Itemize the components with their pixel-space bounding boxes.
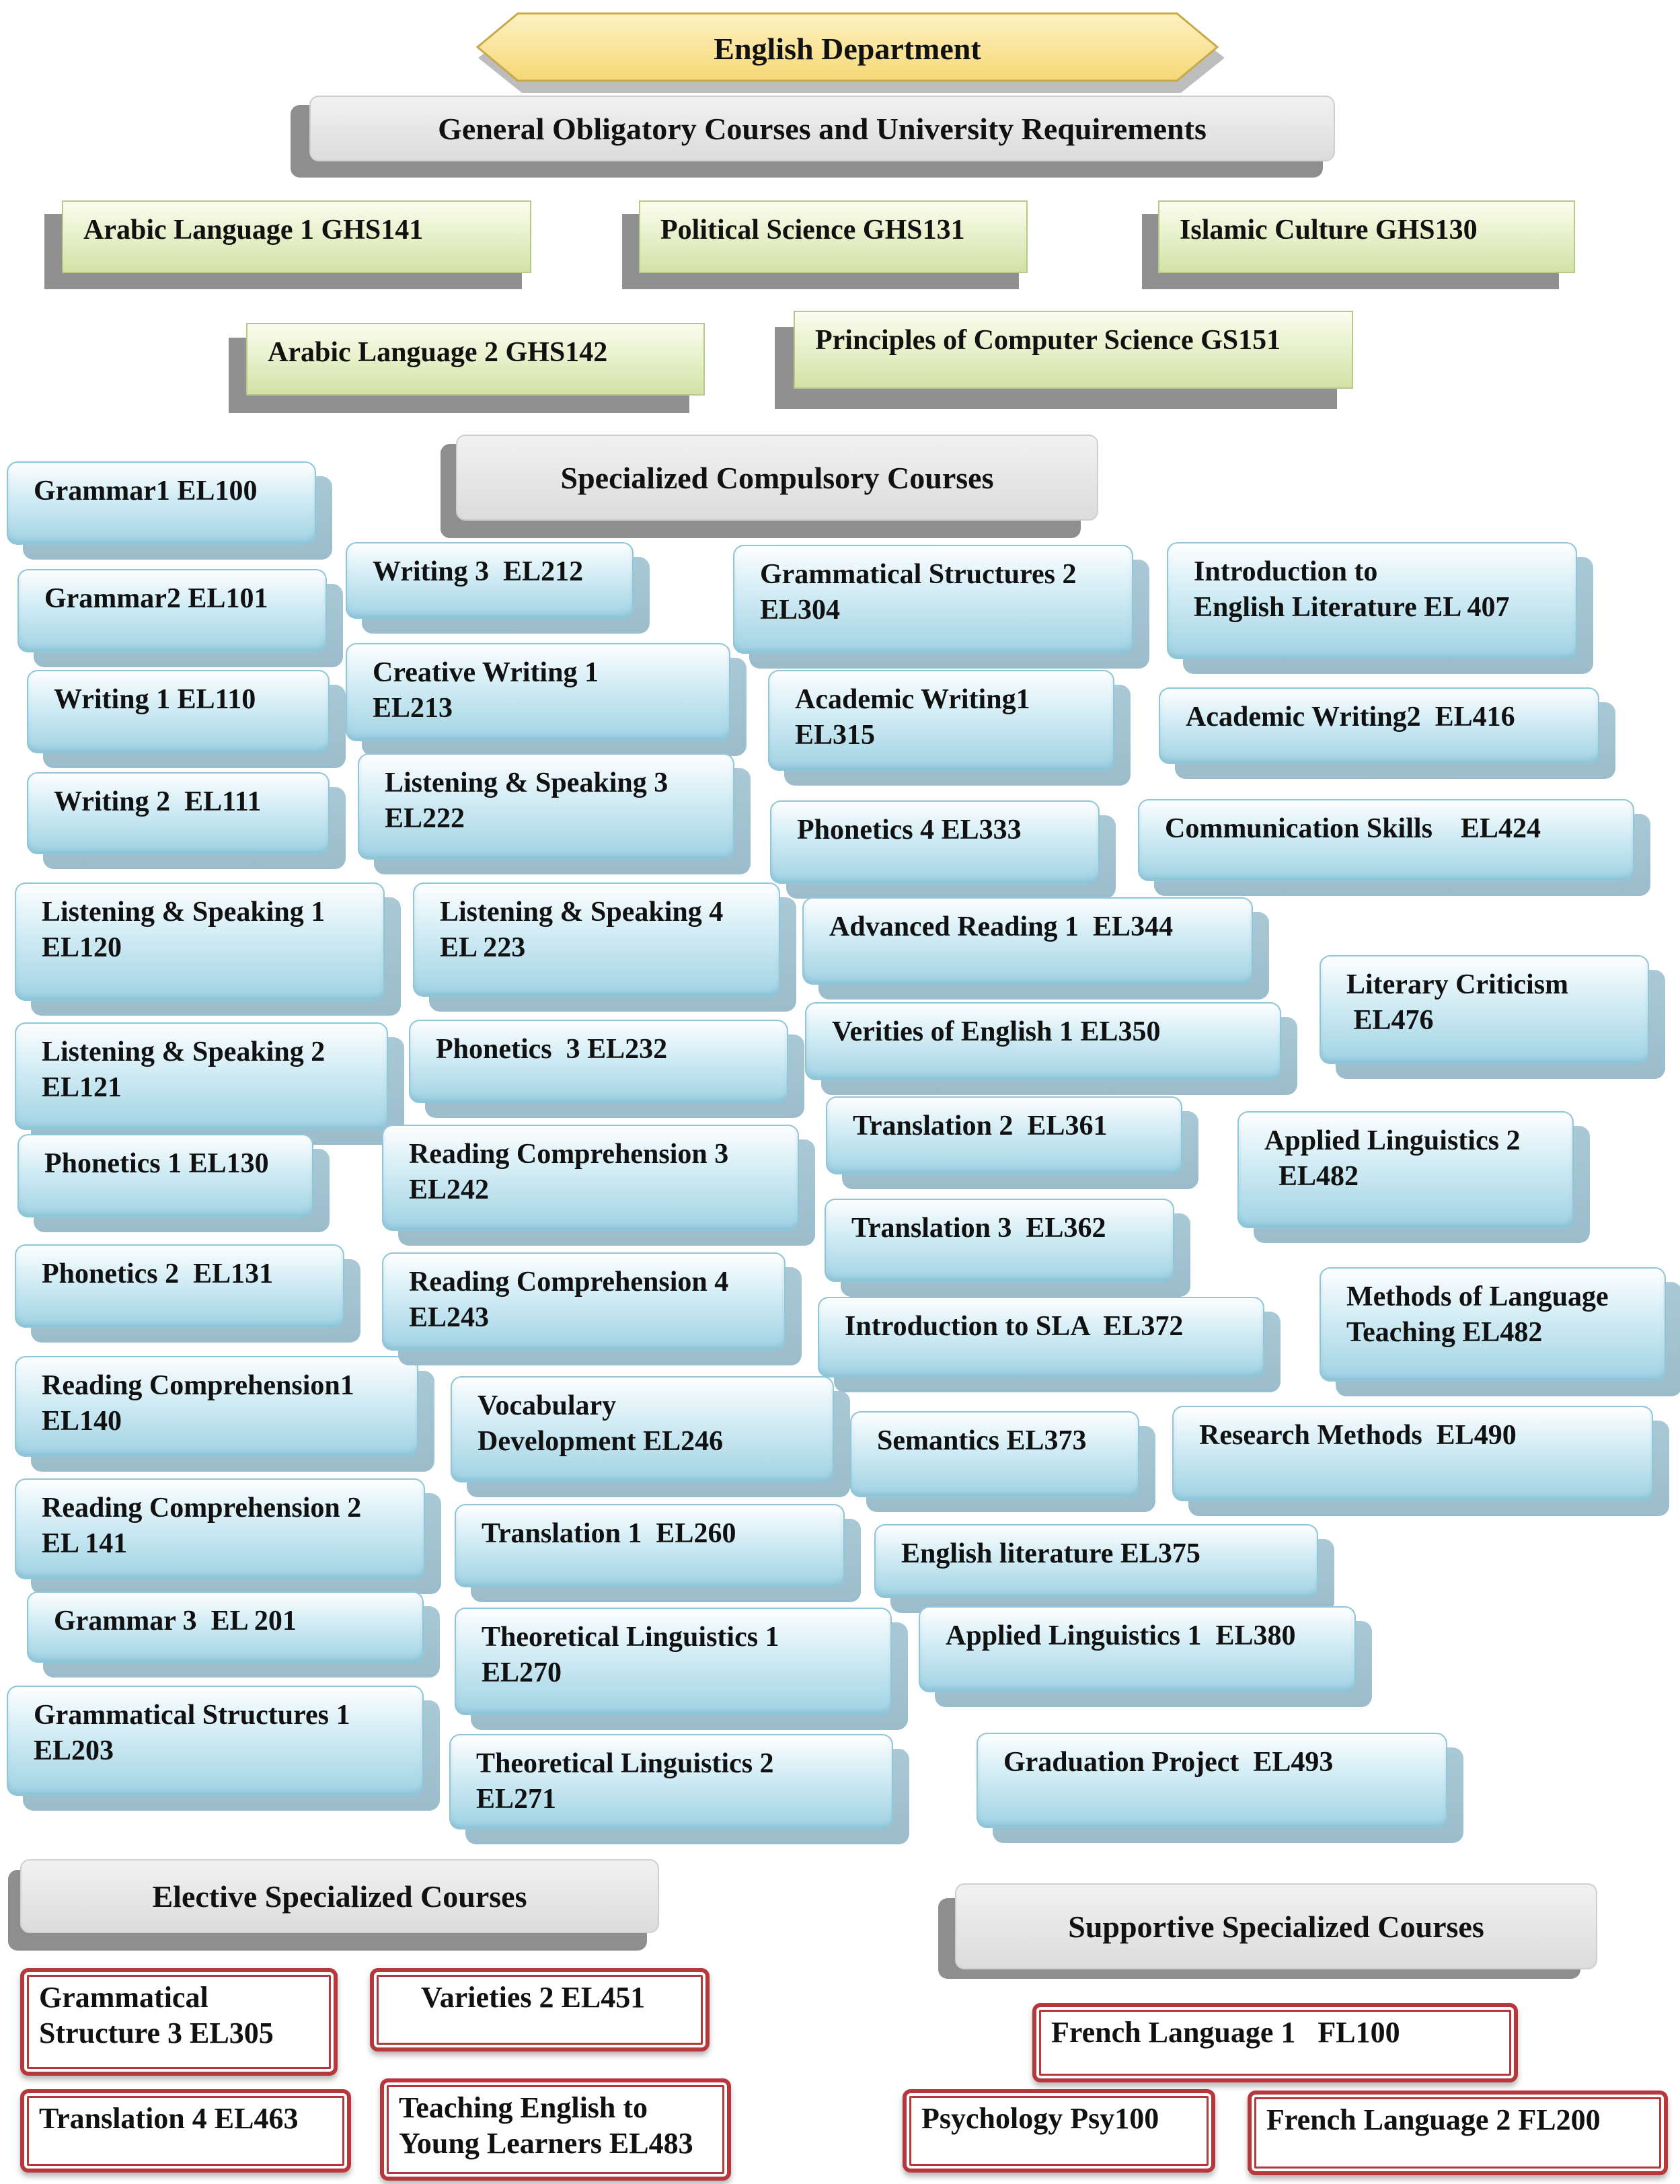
- elective-course: [370, 1968, 710, 2051]
- course-label: Advanced Reading 1 EL344: [829, 911, 1174, 942]
- general-course: [794, 311, 1353, 389]
- course-label: Creative Writing 1 EL213: [373, 657, 599, 724]
- compulsory-course: [455, 1608, 892, 1715]
- course-label: Listening & Speaking 2 EL121: [42, 1037, 326, 1103]
- general-heading-text: General Obligatory Courses and University Requirements: [438, 111, 1207, 146]
- general-course: [246, 323, 705, 396]
- compulsory-course: [1237, 1111, 1574, 1228]
- compulsory-course: [17, 1134, 313, 1217]
- compulsory-course: [1320, 955, 1649, 1064]
- course-label: Phonetics 2 EL131: [42, 1258, 274, 1289]
- compulsory-heading-text: Specialized Compulsory Courses: [560, 460, 994, 495]
- compulsory-course: [27, 670, 330, 753]
- compulsory-course: [27, 772, 330, 854]
- course-label: Graduation Project EL493: [1003, 1747, 1334, 1778]
- course-label: Theoretical Linguistics 2 EL271: [476, 1748, 774, 1815]
- compulsory-course: [818, 1297, 1264, 1378]
- compulsory-course: [346, 643, 730, 741]
- elective-course: [20, 1968, 338, 2076]
- compulsory-course: [15, 1478, 425, 1579]
- course-label: Research Methods EL490: [1199, 1420, 1517, 1451]
- course-label: Writing 3 EL212: [373, 556, 584, 587]
- course-label: Introduction to SLA EL372: [845, 1311, 1184, 1342]
- compulsory-course: [358, 753, 734, 860]
- course-label: Grammar 3 EL 201: [54, 1606, 297, 1636]
- course-label: Grammatical Structure 3 EL305: [39, 1981, 274, 2049]
- compulsory-course: [413, 882, 780, 997]
- course-label: Phonetics 3 EL232: [436, 1034, 668, 1065]
- compulsory-course: [802, 897, 1253, 985]
- course-label: Communication Skills EL424: [1165, 813, 1541, 844]
- course-label: Reading Comprehension 2 EL 141: [42, 1493, 362, 1559]
- course-label: Listening & Speaking 3 EL222: [385, 767, 669, 834]
- course-label: Phonetics 1 EL130: [44, 1148, 269, 1179]
- supportive-heading-text: Supportive Specialized Courses: [1068, 1909, 1484, 1944]
- supportive-course: [1032, 2003, 1518, 2082]
- compulsory-course: [825, 1199, 1174, 1282]
- compulsory-course: [977, 1733, 1447, 1828]
- course-label: Verities of English 1 EL350: [832, 1016, 1161, 1047]
- general-heading: [309, 96, 1335, 161]
- compulsory-course: [382, 1125, 799, 1231]
- elective-course: [20, 2089, 351, 2173]
- compulsory-course: [874, 1524, 1318, 1598]
- compulsory-course: [15, 1244, 344, 1328]
- course-label: French Language 1 FL100: [1051, 2016, 1400, 2049]
- course-label: Methods of Language Teaching EL482: [1346, 1281, 1609, 1348]
- elective-course: [380, 2078, 731, 2181]
- course-label: Translation 1 EL260: [482, 1518, 736, 1549]
- compulsory-course: [455, 1504, 845, 1587]
- course-label: Grammatical Structures 2 EL304: [760, 559, 1077, 626]
- compulsory-course: [27, 1591, 424, 1663]
- course-label: Translation 2 EL361: [853, 1110, 1108, 1141]
- course-label: Applied Linguistics 2 EL482: [1264, 1125, 1521, 1192]
- course-label: Reading Comprehension 4 EL243: [409, 1267, 729, 1333]
- compulsory-course: [826, 1096, 1182, 1174]
- course-label: Introduction to English Literature EL 407: [1194, 556, 1510, 623]
- compulsory-course: [15, 1022, 388, 1130]
- course-label: French Language 2 FL200: [1266, 2103, 1601, 2136]
- course-label: Translation 4 EL463: [39, 2102, 299, 2135]
- course-label: Listening & Speaking 4 EL 223: [440, 897, 724, 963]
- course-label: Writing 1 EL110: [54, 684, 256, 715]
- compulsory-heading: [456, 435, 1098, 521]
- course-label: Grammar1 EL100: [34, 476, 258, 506]
- course-label: Translation 3 EL362: [851, 1213, 1106, 1244]
- compulsory-course: [770, 800, 1100, 884]
- course-label: Reading Comprehension1 EL140: [42, 1370, 354, 1437]
- compulsory-course: [409, 1020, 788, 1103]
- compulsory-course: [805, 1002, 1281, 1080]
- compulsory-course: [15, 1356, 418, 1457]
- course-label: Psychology Psy100: [921, 2102, 1159, 2135]
- compulsory-course: [850, 1411, 1139, 1497]
- course-label: Academic Writing1 EL315: [795, 684, 1030, 751]
- compulsory-course: [768, 670, 1114, 771]
- general-course: [1158, 200, 1575, 273]
- course-label: Political Science GHS131: [660, 215, 965, 246]
- course-label: English literature EL375: [901, 1538, 1200, 1569]
- compulsory-course: [1320, 1267, 1666, 1382]
- department-title: English Department: [714, 32, 981, 66]
- compulsory-course: [17, 569, 327, 652]
- compulsory-course: [346, 542, 634, 619]
- supportive-course: [903, 2089, 1215, 2173]
- compulsory-course: [733, 545, 1133, 654]
- course-label: Islamic Culture GHS130: [1180, 215, 1478, 246]
- course-label: Vocabulary Development EL246: [478, 1390, 724, 1457]
- course-label: Arabic Language 2 GHS142: [268, 337, 608, 368]
- general-course: [639, 200, 1028, 273]
- course-label: Academic Writing2 EL416: [1186, 702, 1515, 732]
- compulsory-course: [451, 1376, 834, 1482]
- course-label: Literary Criticism EL476: [1346, 969, 1569, 1036]
- compulsory-course: [1159, 687, 1599, 764]
- course-label: Semantics EL373: [877, 1425, 1087, 1456]
- course-label: Principles of Computer Science GS151: [815, 325, 1281, 356]
- compulsory-course: [382, 1252, 786, 1351]
- compulsory-course: [919, 1606, 1356, 1692]
- course-label: Varieties 2 EL451: [421, 1981, 646, 2014]
- course-label: Listening & Speaking 1 EL120: [42, 897, 326, 963]
- compulsory-course: [7, 461, 316, 545]
- compulsory-course: [1172, 1406, 1653, 1501]
- general-course: [62, 200, 531, 273]
- course-label: Teaching English to Young Learners EL483: [399, 2091, 693, 2160]
- supportive-course: [1248, 2091, 1668, 2175]
- compulsory-course: [1167, 542, 1577, 659]
- course-label: Arabic Language 1 GHS141: [83, 215, 424, 246]
- course-label: Theoretical Linguistics 1 EL270: [482, 1622, 779, 1688]
- course-label: Grammatical Structures 1 EL203: [34, 1700, 350, 1766]
- supportive-heading: [955, 1883, 1597, 1969]
- compulsory-course: [7, 1686, 424, 1796]
- course-label: Applied Linguistics 1 EL380: [946, 1620, 1296, 1651]
- elective-heading-text: Elective Specialized Courses: [152, 1879, 527, 1914]
- course-label: Phonetics 4 EL333: [797, 815, 1022, 845]
- compulsory-course: [449, 1734, 893, 1830]
- compulsory-course: [15, 882, 385, 1001]
- course-label: Reading Comprehension 3 EL242: [409, 1139, 729, 1205]
- compulsory-course: [1138, 799, 1634, 881]
- elective-heading: [20, 1859, 659, 1933]
- course-label: Grammar2 EL101: [44, 583, 268, 614]
- course-label: Writing 2 EL111: [54, 786, 262, 817]
